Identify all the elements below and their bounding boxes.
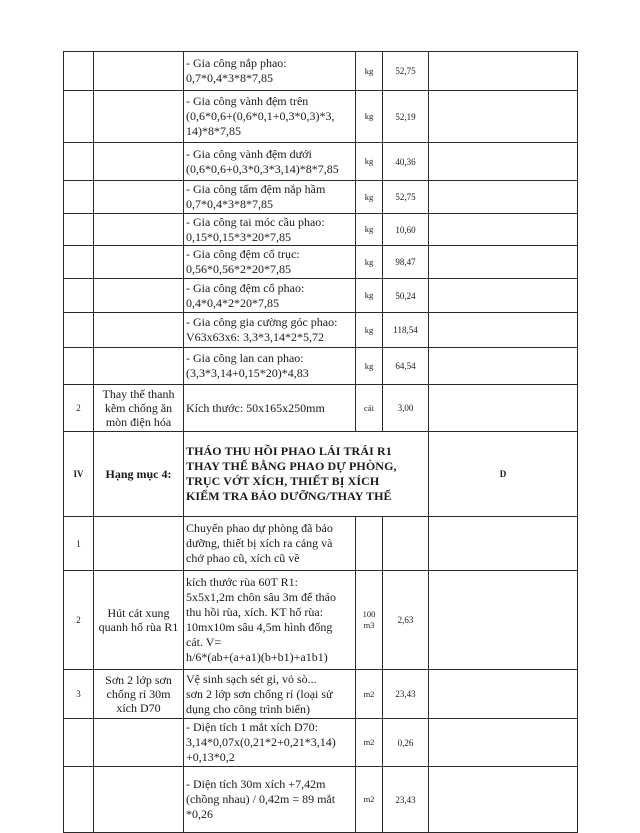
table-row (64, 214, 578, 246)
item-name (94, 143, 184, 181)
table-row (64, 181, 578, 214)
table-row (64, 313, 578, 348)
section-row (64, 432, 578, 517)
quantity-cell: 64,54 (383, 348, 429, 385)
row-number (64, 719, 94, 767)
item-name (94, 313, 184, 348)
description-line: 10mx10m sâu 4,5m hình đống (186, 620, 333, 634)
table-body-top (64, 52, 578, 432)
table-row (64, 91, 578, 143)
description-line: - Diện tích 30m xích +7,42m (186, 777, 326, 791)
quantity-cell: 0,26 (383, 719, 429, 767)
row-number (64, 279, 94, 313)
item-name (94, 767, 184, 833)
item-description (184, 517, 356, 571)
item-description (184, 571, 356, 670)
unit-cell: kg (356, 181, 383, 214)
note-cell (429, 91, 578, 143)
note-cell (429, 246, 578, 279)
description-line: (0,6*0,6+(0,6*0,1+0,3*0,3)*3, (186, 109, 335, 123)
quantity-cell: 2,63 (383, 571, 429, 670)
item-name (94, 246, 184, 279)
item-description (184, 91, 356, 143)
row-number (64, 246, 94, 279)
table-row (64, 670, 578, 719)
description-line: V63x63x6: 3,3*3,14*2*5,72 (186, 330, 324, 344)
note-cell (429, 767, 578, 833)
item-name: Thay thế thanh kẽm chống ăn mòn điện hóa (94, 385, 184, 432)
item-description (184, 246, 356, 279)
description-line: +0,13*0,2 (186, 750, 235, 764)
unit-cell (356, 517, 383, 571)
item-name (94, 279, 184, 313)
table-row (64, 52, 578, 91)
item-description (184, 385, 356, 432)
row-number (64, 214, 94, 246)
description-line: - Gia công tấm đệm nắp hầm (186, 182, 326, 196)
unit-cell: kg (356, 143, 383, 181)
item-name (94, 517, 184, 571)
note-cell (429, 385, 578, 432)
unit-cell: kg (356, 246, 383, 279)
note-cell (429, 214, 578, 246)
row-number: 2 (64, 385, 94, 432)
quantity-cell (383, 517, 429, 571)
table-row (64, 767, 578, 833)
item-name (94, 214, 184, 246)
item-name (94, 719, 184, 767)
row-number (64, 767, 94, 833)
description-line: - Gia công tai móc cầu phao: (186, 214, 325, 229)
description-line: dưỡng, thiết bị xích ra cảng và (186, 536, 333, 550)
quantity-cell: 98,47 (383, 246, 429, 279)
table-body-bottom (64, 517, 578, 833)
note-cell (429, 181, 578, 214)
note-cell (429, 348, 578, 385)
item-description (184, 214, 356, 246)
section-title (184, 432, 429, 517)
section-title-line: TRỤC VỚT XÍCH, THIẾT BỊ XÍCH (186, 474, 380, 488)
description-line: - Diện tích 1 mắt xích D70: (186, 720, 318, 734)
quantity-cell: 52,19 (383, 91, 429, 143)
table-row (64, 385, 578, 432)
quantity-cell: 118,54 (383, 313, 429, 348)
item-description (184, 52, 356, 91)
unit-cell: m2 (356, 719, 383, 767)
item-name: Sơn 2 lớp sơn chống rỉ 30m xích D70 (94, 670, 184, 719)
quantity-cell: 23,43 (383, 767, 429, 833)
description-line: dụng cho công trình biển) (186, 701, 310, 716)
row-number: 3 (64, 670, 94, 719)
description-line: - Gia công nắp phao: (186, 56, 287, 70)
note-cell (429, 670, 578, 719)
note-cell (429, 279, 578, 313)
description-line: thu hồi rùa, xích. KT hố rùa: (186, 605, 324, 619)
description-line: 0,56*0,56*2*20*7,85 (186, 262, 291, 276)
work-items-table (63, 51, 578, 833)
section-name: Hạng mục 4: (94, 432, 184, 517)
note-cell (429, 571, 578, 670)
section-note: D (429, 432, 578, 517)
section-title-line: KIỂM TRA BẢO DƯỠNG/THAY THẾ (186, 489, 392, 503)
item-name (94, 52, 184, 91)
item-description (184, 181, 356, 214)
row-number (64, 52, 94, 91)
description-line: cát. V= (186, 635, 222, 649)
table-row (64, 517, 578, 571)
item-name (94, 91, 184, 143)
description-line: h/6*(ab+(a+a1)(b+b1)+a1b1) (186, 650, 328, 664)
item-description (184, 767, 356, 833)
quantity-cell: 23,43 (383, 670, 429, 719)
item-name (94, 181, 184, 214)
description-line: - Gia công lan can phao: (186, 351, 304, 365)
row-number: 1 (64, 517, 94, 571)
quantity-cell: 10,60 (383, 214, 429, 246)
description-line: - Gia công đệm cổ trục: (186, 247, 300, 261)
description-line: chở phao cũ, xích cũ về (186, 551, 300, 565)
unit-cell: kg (356, 91, 383, 143)
note-cell (429, 143, 578, 181)
item-description (184, 313, 356, 348)
row-number (64, 181, 94, 214)
description-line: - Gia công gia cường góc phao: (186, 315, 338, 329)
item-description (184, 143, 356, 181)
section-header (64, 432, 578, 517)
note-cell (429, 517, 578, 571)
unit-cell: kg (356, 348, 383, 385)
section-title-line: THÁO THU HỒI PHAO LÁI TRÁI R1 (186, 444, 392, 458)
description-line: (0,6*0,6+0,3*0,3*3,14)*8*7,85 (186, 161, 339, 176)
item-description (184, 279, 356, 313)
description-line: 0,7*0,4*3*8*7,85 (186, 71, 273, 85)
description-line: 5x5x1,2m chôn sâu 3m để tháo (186, 590, 336, 604)
table-row (64, 143, 578, 181)
note-cell (429, 719, 578, 767)
row-number: 2 (64, 571, 94, 670)
unit-cell: kg (356, 214, 383, 246)
quantity-cell: 52,75 (383, 52, 429, 91)
description-line: kích thước rùa 60T R1: (186, 575, 298, 589)
description-line: (chồng nhau) / 0,42m = 89 mắt (186, 792, 336, 806)
description-line: 3,14*0,07x(0,21*2+0,21*3,14) (186, 735, 336, 749)
description-line: 14)*8*7,85 (186, 124, 241, 138)
description-line: sơn 2 lớp sơn chống rỉ (loại sử (186, 686, 333, 701)
section-number: IV (64, 432, 94, 517)
row-number (64, 91, 94, 143)
item-description (184, 719, 356, 767)
table-row (64, 279, 578, 313)
description-line: - Gia công vành đệm trên (186, 94, 309, 108)
unit-cell: kg (356, 52, 383, 91)
quantity-cell: 40,36 (383, 143, 429, 181)
description-line: - Gia công vành đệm dưới (186, 146, 312, 161)
item-description (184, 348, 356, 385)
item-name (94, 348, 184, 385)
description-line: Kích thước: 50x165x250mm (186, 400, 325, 415)
description-line: 0,7*0,4*3*8*7,85 (186, 197, 273, 211)
table-row (64, 246, 578, 279)
table-row (64, 719, 578, 767)
quantity-cell: 52,75 (383, 181, 429, 214)
quantity-cell: 3,00 (383, 385, 429, 432)
row-number (64, 143, 94, 181)
description-line: Chuyển phao dự phòng đã bảo (186, 521, 333, 535)
item-name: Hút cát xung quanh hố rùa R1 (94, 571, 184, 670)
item-description (184, 670, 356, 719)
table-row (64, 571, 578, 670)
description-line: (3,3*3,14+0,15*20)*4,83 (186, 366, 309, 380)
row-number (64, 348, 94, 385)
note-cell (429, 52, 578, 91)
unit-cell: m2 (356, 670, 383, 719)
unit-cell: kg (356, 313, 383, 348)
description-line: - Gia công đệm cổ phao: (186, 280, 305, 295)
unit-cell: m2 (356, 767, 383, 833)
row-number (64, 313, 94, 348)
unit-cell: cái (356, 385, 383, 432)
description-line: *0,26 (186, 807, 213, 821)
table-row (64, 348, 578, 385)
description-line: Vệ sinh sạch sét gỉ, vỏ sò... (186, 671, 317, 686)
unit-cell: kg (356, 279, 383, 313)
note-cell (429, 313, 578, 348)
quantity-cell: 50,24 (383, 279, 429, 313)
description-line: 0,15*0,15*3*20*7,85 (186, 229, 291, 244)
unit-cell: 100 m3 (356, 571, 383, 670)
section-title-line: THAY THẾ BẰNG PHAO DỰ PHÒNG, (186, 459, 397, 473)
description-line: 0,4*0,4*2*20*7,85 (186, 295, 279, 310)
